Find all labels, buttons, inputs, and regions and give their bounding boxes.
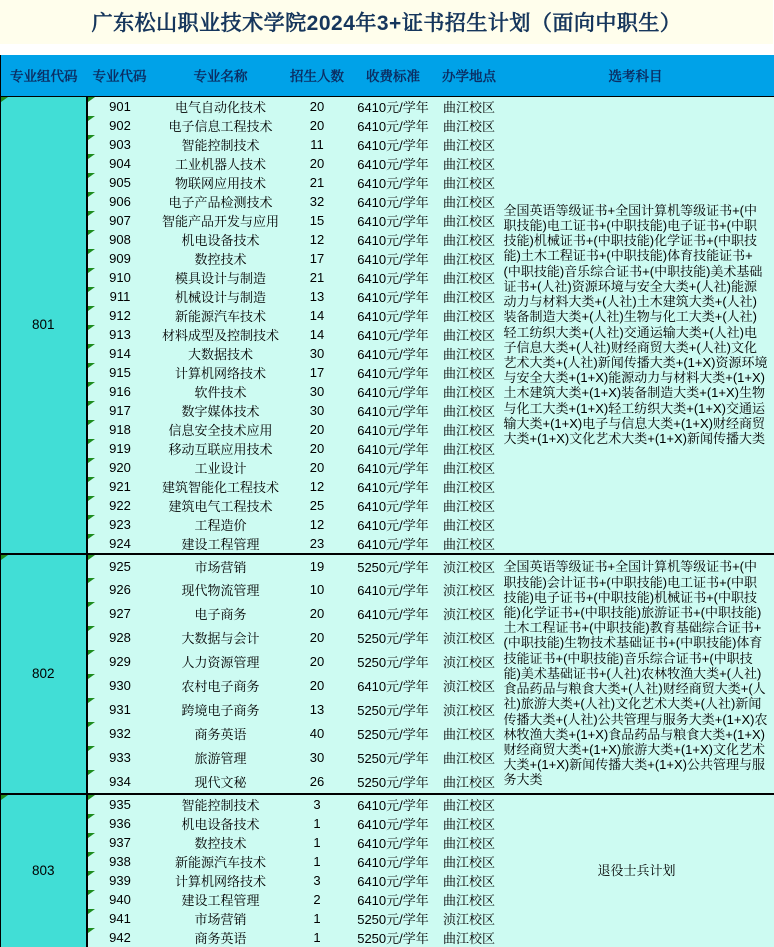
fee-cell: 6410元/学年 (346, 674, 441, 698)
enrollment-count-cell: 20 (289, 154, 346, 173)
major-name-cell: 软件技术 (153, 382, 289, 401)
cell-error-triangle-icon (88, 871, 95, 876)
enrollment-count-cell: 20 (289, 116, 346, 135)
campus-cell: 曲江校区 (441, 154, 498, 173)
enrollment-count-cell: 15 (289, 211, 346, 230)
major-name-cell: 智能产品开发与应用 (153, 211, 289, 230)
fee-cell: 5250元/学年 (346, 909, 441, 928)
cell-error-triangle-icon (88, 401, 95, 406)
major-code-cell: 936 (87, 814, 153, 833)
cell-error-triangle-icon (88, 833, 95, 838)
campus-cell: 曲江校区 (441, 249, 498, 268)
enrollment-count-cell: 2 (289, 890, 346, 909)
enrollment-count-cell: 17 (289, 363, 346, 382)
campus-cell: 曲江校区 (441, 770, 498, 794)
major-name-cell: 模具设计与制造 (153, 268, 289, 287)
fee-cell: 5250元/学年 (346, 698, 441, 722)
enrollment-count-cell: 1 (289, 833, 346, 852)
exam-subjects-cell: 退役士兵计划 (498, 794, 774, 947)
enrollment-count-cell: 26 (289, 770, 346, 794)
fee-cell: 6410元/学年 (346, 325, 441, 344)
campus-cell: 曲江校区 (441, 363, 498, 382)
cell-error-triangle-icon (88, 192, 95, 197)
major-code-cell: 910 (87, 268, 153, 287)
cell-error-triangle-icon (88, 154, 95, 159)
campus-cell: 曲江校区 (441, 458, 498, 477)
enrollment-count-cell: 3 (289, 871, 346, 890)
major-code-cell: 907 (87, 211, 153, 230)
fee-cell: 6410元/学年 (346, 578, 441, 602)
exam-subjects-cell: 全国英语等级证书+全国计算机等级证书+(中职技能)电工证书+(中职技能)电子证书+(中职技能)机械证书+(中职技能)化学证书+(中职技能)土木工程证书+(中职技能)体育技能证书+(中职技能)音乐综合证书+(中职技能)美术基础证书+(人社)资源环境与安全大类+(人社)能源动力与材料大类+(人社)土木建筑大类+(人社)装备制造大类+(人社)生物与化工大类+(人社)轻工纺织大类+(人社)交通运输大类+(人社)电子信息大类+(人社)财经商贸大类+(人社)文化艺术大类+(人社)新闻传播大类+(1+X)资源环境与安全大类+(1+X)能源动力与材料大类+(1+X)土木建筑大类+(1+X)装备制造大类+(1+X)生物与化工大类+(1+X)轻工纺织大类+(1+X)交通运输大类+(1+X)电子与信息大类+(1+X)财经商贸大类+(1+X)文化艺术大类+(1+X)新闻传播大类 (498, 96, 774, 554)
major-code-cell: 924 (87, 534, 153, 554)
enrollment-count-cell: 20 (289, 674, 346, 698)
major-code-cell: 942 (87, 928, 153, 947)
campus-cell: 曲江校区 (441, 96, 498, 116)
campus-cell: 浈江校区 (441, 698, 498, 722)
cell-error-triangle-icon (88, 116, 95, 121)
major-code-cell: 915 (87, 363, 153, 382)
fee-cell: 6410元/学年 (346, 496, 441, 515)
major-code-cell: 941 (87, 909, 153, 928)
enrollment-count-cell: 21 (289, 173, 346, 192)
table-body (1, 96, 774, 947)
enrollment-count-cell: 30 (289, 382, 346, 401)
enrollment-count-cell: 17 (289, 249, 346, 268)
fee-cell: 6410元/学年 (346, 871, 441, 890)
column-header-exam-subjects: 选考科目 (498, 55, 774, 96)
major-code-cell: 928 (87, 626, 153, 650)
cell-error-triangle-icon (88, 211, 95, 216)
enrollment-count-cell: 1 (289, 909, 346, 928)
cell-error-triangle-icon (1, 97, 8, 102)
campus-cell: 曲江校区 (441, 420, 498, 439)
major-name-cell: 建设工程管理 (153, 534, 289, 554)
group-code-cell: 802 (1, 554, 87, 794)
major-code-cell: 921 (87, 477, 153, 496)
campus-cell: 曲江校区 (441, 833, 498, 852)
major-name-cell: 工业机器人技术 (153, 154, 289, 173)
major-code-cell: 939 (87, 871, 153, 890)
campus-cell: 曲江校区 (441, 382, 498, 401)
campus-cell: 曲江校区 (441, 794, 498, 814)
cell-error-triangle-icon (88, 249, 95, 254)
major-name-cell: 大数据与会计 (153, 626, 289, 650)
cell-error-triangle-icon (88, 909, 95, 914)
major-name-cell: 现代文秘 (153, 770, 289, 794)
enrollment-count-cell: 19 (289, 554, 346, 578)
major-name-cell: 市场营销 (153, 554, 289, 578)
major-name-cell: 移动互联应用技术 (153, 439, 289, 458)
enrollment-count-cell: 3 (289, 794, 346, 814)
campus-cell: 曲江校区 (441, 477, 498, 496)
campus-cell: 曲江校区 (441, 722, 498, 746)
cell-error-triangle-icon (88, 928, 95, 933)
major-code-cell: 931 (87, 698, 153, 722)
major-code-cell: 920 (87, 458, 153, 477)
group-code-cell: 803 (1, 794, 87, 947)
fee-cell: 5250元/学年 (346, 650, 441, 674)
major-name-cell: 工业设计 (153, 458, 289, 477)
campus-cell: 曲江校区 (441, 928, 498, 947)
campus-cell: 曲江校区 (441, 515, 498, 534)
header-row (1, 55, 774, 96)
cell-error-triangle-icon (88, 795, 95, 800)
cell-error-triangle-icon (88, 626, 95, 631)
enrollment-count-cell: 20 (289, 602, 346, 626)
fee-cell: 6410元/学年 (346, 401, 441, 420)
campus-cell: 曲江校区 (441, 439, 498, 458)
table-row (1, 96, 774, 116)
fee-cell: 6410元/学年 (346, 890, 441, 909)
campus-cell: 曲江校区 (441, 344, 498, 363)
column-header-campus: 办学地点 (441, 55, 498, 96)
enrollment-count-cell: 40 (289, 722, 346, 746)
major-code-cell: 917 (87, 401, 153, 420)
page-title: 广东松山职业技术学院2024年3+证书招生计划（面向中职生） (91, 12, 682, 35)
major-name-cell: 数控技术 (153, 249, 289, 268)
major-name-cell: 电子商务 (153, 602, 289, 626)
major-name-cell: 旅游管理 (153, 746, 289, 770)
major-name-cell: 数控技术 (153, 833, 289, 852)
cell-error-triangle-icon (88, 602, 95, 607)
fee-cell: 6410元/学年 (346, 814, 441, 833)
enrollment-count-cell: 30 (289, 401, 346, 420)
major-code-cell: 937 (87, 833, 153, 852)
cell-error-triangle-icon (88, 230, 95, 235)
fee-cell: 6410元/学年 (346, 135, 441, 154)
major-code-cell: 918 (87, 420, 153, 439)
campus-cell: 曲江校区 (441, 268, 498, 287)
title-bar (0, 0, 773, 44)
table-row (1, 554, 774, 578)
enrollment-count-cell: 10 (289, 578, 346, 602)
campus-cell: 曲江校区 (441, 496, 498, 515)
major-code-cell: 923 (87, 515, 153, 534)
campus-cell: 曲江校区 (441, 325, 498, 344)
fee-cell: 6410元/学年 (346, 602, 441, 626)
fee-cell: 5250元/学年 (346, 746, 441, 770)
campus-cell: 曲江校区 (441, 116, 498, 135)
campus-cell: 曲江校区 (441, 746, 498, 770)
fee-cell: 6410元/学年 (346, 268, 441, 287)
cell-error-triangle-icon (88, 363, 95, 368)
major-code-cell: 922 (87, 496, 153, 515)
major-code-cell: 911 (87, 287, 153, 306)
cell-error-triangle-icon (88, 770, 95, 775)
major-name-cell: 计算机网络技术 (153, 363, 289, 382)
cell-error-triangle-icon (88, 578, 95, 583)
fee-cell: 6410元/学年 (346, 344, 441, 363)
fee-cell: 6410元/学年 (346, 287, 441, 306)
campus-cell: 曲江校区 (441, 192, 498, 211)
major-name-cell: 机电设备技术 (153, 814, 289, 833)
major-code-cell: 912 (87, 306, 153, 325)
campus-cell: 曲江校区 (441, 890, 498, 909)
enrollment-count-cell: 1 (289, 814, 346, 833)
enrollment-count-cell: 20 (289, 650, 346, 674)
fee-cell: 5250元/学年 (346, 722, 441, 746)
major-code-cell: 919 (87, 439, 153, 458)
cell-error-triangle-icon (88, 890, 95, 895)
fee-cell: 5250元/学年 (346, 554, 441, 578)
enrollment-count-cell: 30 (289, 344, 346, 363)
fee-cell: 6410元/学年 (346, 534, 441, 554)
major-code-cell: 929 (87, 650, 153, 674)
major-name-cell: 现代物流管理 (153, 578, 289, 602)
fee-cell: 6410元/学年 (346, 306, 441, 325)
major-code-cell: 905 (87, 173, 153, 192)
cell-error-triangle-icon (88, 650, 95, 655)
enrollment-count-cell: 20 (289, 626, 346, 650)
major-name-cell: 建筑智能化工程技术 (153, 477, 289, 496)
cell-error-triangle-icon (88, 439, 95, 444)
campus-cell: 曲江校区 (441, 230, 498, 249)
table-row (1, 794, 774, 814)
major-name-cell: 大数据技术 (153, 344, 289, 363)
column-header-enrollment-count: 招生人数 (289, 55, 346, 96)
title-table-gap (0, 44, 773, 55)
major-name-cell: 机械设计与制造 (153, 287, 289, 306)
major-code-cell: 934 (87, 770, 153, 794)
cell-error-triangle-icon (88, 814, 95, 819)
campus-cell: 曲江校区 (441, 306, 498, 325)
major-code-cell: 938 (87, 852, 153, 871)
campus-cell: 浈江校区 (441, 554, 498, 578)
enrollment-count-cell: 12 (289, 477, 346, 496)
enrollment-count-cell: 20 (289, 420, 346, 439)
fee-cell: 5250元/学年 (346, 928, 441, 947)
major-name-cell: 建设工程管理 (153, 890, 289, 909)
exam-subjects-cell: 全国英语等级证书+全国计算机等级证书+(中职技能)会计证书+(中职技能)电工证书+(中职技能)电子证书+(中职技能)机械证书+(中职技能)化学证书+(中职技能)旅游证书+(中职技能)土木工程证书+(中职技能)教育基础综合证书+(中职技能)生物技术基础证书+(中职技能)体育技能证书+(中职技能)音乐综合证书+(中职技能)美术基础证书+(人社)农林牧渔大类+(人社)食品药品与粮食大类+(人社)财经商贸大类+(人社)旅游大类+(人社)文化艺术大类+(人社)新闻传播大类+(人社)公共管理与服务大类+(1+X)农林牧渔大类+(1+X)食品药品与粮食大类+(1+X)财经商贸大类+(1+X)旅游大类+(1+X)文化艺术大类+(1+X)新闻传播大类+(1+X)公共管理与服务大类 (498, 554, 774, 794)
major-name-cell: 材料成型及控制技术 (153, 325, 289, 344)
enrollment-count-cell: 1 (289, 852, 346, 871)
cell-error-triangle-icon (88, 477, 95, 482)
major-name-cell: 电气自动化技术 (153, 96, 289, 116)
campus-cell: 曲江校区 (441, 211, 498, 230)
cell-error-triangle-icon (88, 674, 95, 679)
fee-cell: 5250元/学年 (346, 770, 441, 794)
major-name-cell: 跨境电子商务 (153, 698, 289, 722)
major-name-cell: 新能源汽车技术 (153, 306, 289, 325)
cell-error-triangle-icon (88, 420, 95, 425)
fee-cell: 6410元/学年 (346, 116, 441, 135)
major-name-cell: 数字媒体技术 (153, 401, 289, 420)
enrollment-count-cell: 14 (289, 325, 346, 344)
fee-cell: 6410元/学年 (346, 833, 441, 852)
fee-cell: 6410元/学年 (346, 363, 441, 382)
major-code-cell: 903 (87, 135, 153, 154)
major-name-cell: 新能源汽车技术 (153, 852, 289, 871)
cell-error-triangle-icon (88, 698, 95, 703)
campus-cell: 曲江校区 (441, 814, 498, 833)
cell-error-triangle-icon (88, 496, 95, 501)
major-name-cell: 信息安全技术应用 (153, 420, 289, 439)
fee-cell: 6410元/学年 (346, 230, 441, 249)
campus-cell: 曲江校区 (441, 401, 498, 420)
campus-cell: 浈江校区 (441, 602, 498, 626)
major-code-cell: 902 (87, 116, 153, 135)
cell-error-triangle-icon (88, 852, 95, 857)
cell-error-triangle-icon (88, 173, 95, 178)
enrollment-count-cell: 23 (289, 534, 346, 554)
fee-cell: 6410元/学年 (346, 794, 441, 814)
fee-cell: 5250元/学年 (346, 626, 441, 650)
cell-error-triangle-icon (88, 135, 95, 140)
cell-error-triangle-icon (88, 97, 95, 102)
cell-error-triangle-icon (88, 458, 95, 463)
campus-cell: 曲江校区 (441, 852, 498, 871)
major-code-cell: 909 (87, 249, 153, 268)
enrollment-count-cell: 14 (289, 306, 346, 325)
cell-error-triangle-icon (88, 382, 95, 387)
enrollment-count-cell: 13 (289, 287, 346, 306)
major-code-cell: 906 (87, 192, 153, 211)
major-code-cell: 932 (87, 722, 153, 746)
fee-cell: 6410元/学年 (346, 154, 441, 173)
column-header-group-code: 专业组代码 (1, 55, 87, 96)
fee-cell: 6410元/学年 (346, 96, 441, 116)
major-code-cell: 940 (87, 890, 153, 909)
cell-error-triangle-icon (88, 287, 95, 292)
major-code-cell: 933 (87, 746, 153, 770)
campus-cell: 浈江校区 (441, 909, 498, 928)
fee-cell: 6410元/学年 (346, 192, 441, 211)
major-code-cell: 925 (87, 554, 153, 578)
major-name-cell: 智能控制技术 (153, 135, 289, 154)
cell-error-triangle-icon (88, 722, 95, 727)
major-code-cell: 916 (87, 382, 153, 401)
enrollment-count-cell: 20 (289, 96, 346, 116)
major-code-cell: 926 (87, 578, 153, 602)
cell-error-triangle-icon (1, 795, 8, 800)
campus-cell: 曲江校区 (441, 287, 498, 306)
fee-cell: 6410元/学年 (346, 477, 441, 496)
column-header-fee: 收费标准 (346, 55, 441, 96)
enrollment-count-cell: 12 (289, 515, 346, 534)
fee-cell: 6410元/学年 (346, 249, 441, 268)
major-code-cell: 935 (87, 794, 153, 814)
major-name-cell: 工程造价 (153, 515, 289, 534)
campus-cell: 曲江校区 (441, 135, 498, 154)
enrollment-count-cell: 20 (289, 458, 346, 477)
enrollment-count-cell: 13 (289, 698, 346, 722)
campus-cell: 曲江校区 (441, 871, 498, 890)
major-name-cell: 物联网应用技术 (153, 173, 289, 192)
campus-cell: 曲江校区 (441, 173, 498, 192)
fee-cell: 6410元/学年 (346, 173, 441, 192)
table-header (1, 55, 774, 96)
major-name-cell: 农村电子商务 (153, 674, 289, 698)
major-code-cell: 930 (87, 674, 153, 698)
enrollment-count-cell: 25 (289, 496, 346, 515)
fee-cell: 6410元/学年 (346, 211, 441, 230)
cell-error-triangle-icon (88, 555, 95, 560)
cell-error-triangle-icon (88, 306, 95, 311)
major-code-cell: 908 (87, 230, 153, 249)
fee-cell: 6410元/学年 (346, 852, 441, 871)
major-name-cell: 计算机网络技术 (153, 871, 289, 890)
fee-cell: 6410元/学年 (346, 458, 441, 477)
major-name-cell: 商务英语 (153, 722, 289, 746)
major-name-cell: 电子产品检测技术 (153, 192, 289, 211)
fee-cell: 6410元/学年 (346, 382, 441, 401)
enrollment-count-cell: 12 (289, 230, 346, 249)
major-name-cell: 商务英语 (153, 928, 289, 947)
major-name-cell: 机电设备技术 (153, 230, 289, 249)
cell-error-triangle-icon (1, 555, 8, 560)
cell-error-triangle-icon (88, 746, 95, 751)
cell-error-triangle-icon (88, 515, 95, 520)
enrollment-count-cell: 1 (289, 928, 346, 947)
cell-error-triangle-icon (88, 268, 95, 273)
major-code-cell: 913 (87, 325, 153, 344)
enrollment-count-cell: 11 (289, 135, 346, 154)
column-header-major-name: 专业名称 (153, 55, 289, 96)
campus-cell: 浈江校区 (441, 674, 498, 698)
column-header-major-code: 专业代码 (87, 55, 153, 96)
enrollment-count-cell: 32 (289, 192, 346, 211)
group-code-cell: 801 (1, 96, 87, 554)
major-code-cell: 927 (87, 602, 153, 626)
cell-error-triangle-icon (88, 325, 95, 330)
cell-error-triangle-icon (88, 344, 95, 349)
enrollment-plan-table (0, 55, 774, 947)
major-name-cell: 市场营销 (153, 909, 289, 928)
fee-cell: 6410元/学年 (346, 515, 441, 534)
major-name-cell: 智能控制技术 (153, 794, 289, 814)
major-name-cell: 电子信息工程技术 (153, 116, 289, 135)
cell-error-triangle-icon (88, 534, 95, 539)
campus-cell: 浈江校区 (441, 578, 498, 602)
campus-cell: 浈江校区 (441, 650, 498, 674)
fee-cell: 6410元/学年 (346, 420, 441, 439)
enrollment-count-cell: 30 (289, 746, 346, 770)
major-name-cell: 建筑电气工程技术 (153, 496, 289, 515)
major-code-cell: 901 (87, 96, 153, 116)
campus-cell: 曲江校区 (441, 534, 498, 554)
major-code-cell: 914 (87, 344, 153, 363)
major-name-cell: 人力资源管理 (153, 650, 289, 674)
enrollment-count-cell: 21 (289, 268, 346, 287)
fee-cell: 6410元/学年 (346, 439, 441, 458)
major-code-cell: 904 (87, 154, 153, 173)
enrollment-count-cell: 20 (289, 439, 346, 458)
campus-cell: 浈江校区 (441, 626, 498, 650)
